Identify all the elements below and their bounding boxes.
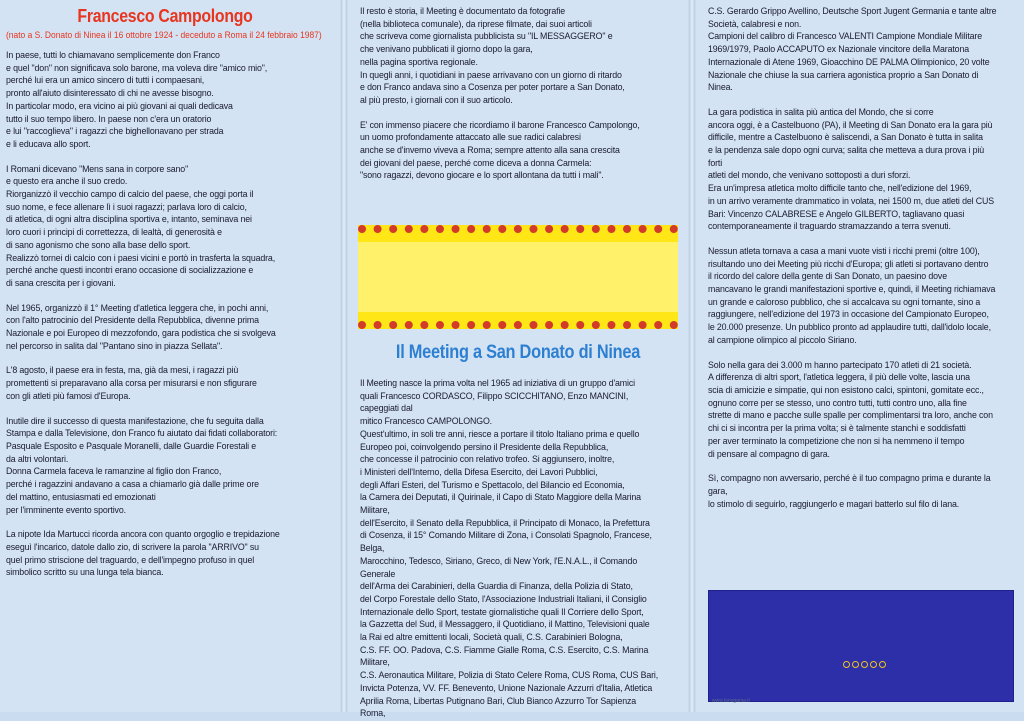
page-title: Francesco Campolongo <box>77 6 253 26</box>
paragraph: Il resto è storia, il Meeting è documentato da fotografie (nella biblioteca comunale), da riprese filmate, dai suoi articoli che scriveva come giornalista pubblicista su "IL MESSAGGERO" e che venivano pubblicati il giorno dopo la gara, nella pagina sportiva regionale. In quegli anni, i quotidiani in paese arrivavano con un giorno di ritardo e don Franco andava sino a Cosenza per poter portare a San Donato, al più presto, i giornali con il suo articolo. <box>360 6 625 106</box>
paragraph: In paese, tutti lo chiamavano semplicemente don Franco e quel "don" non significava solo barone, ma voleva dire "amico mio", perché lui era un amico sincero di tutti i compaesani, pronto all'aiuto disinteressato di chi ne avesse bisogno. In particolar modo, era vicino ai più giovani ai quali dedicava tutto il suo tempo libero. In paese non c'era un oratorio e lui "raccoglieva" i ragazzi che bighellonavano per strada e li educava allo sport. <box>6 50 268 150</box>
paragraph: C.S. Gerardo Grippo Avellino, Deutsche Sport Jugent Germania e tante altre Società, calabresi e non. Campioni del calibro di Francesco VALENTI Campione Mondiale Militare 1969/1979, Paolo ACCAPUTO ex Nazionale vincitore della Maratona Internazionale di Atene 1969, Gioacchino DE PALMA Olimpionico, 20 volte Nazionale che chiuse la sua carriera agonistica proprio a San Donato di Ninea. <box>708 6 997 94</box>
olympic-rings-icon <box>843 661 886 668</box>
ring-icon <box>852 661 859 668</box>
paragraph: Sì, compagno non avversario, perché è il tuo compagno prima e durante la gara, lo stimolo di seguirlo, raggiungerlo e magari batterlo sul filo di lana. <box>708 473 991 510</box>
ring-icon <box>843 661 850 668</box>
paragraph: I Romani dicevano "Mens sana in corpore sano" e questo era anche il suo credo. Riorganizzò il vecchio campo di calcio del paese, che oggi porta il suo nome, e fece allenare lì i suoi ragazzi; parlava loro di calcio, di atletica, di ogni altra disciplina sportiva e, intanto, seminava nei loro cuori i principi di correttezza, di lealtà, di generosità e di sano agonismo che sono alla base dello sport. Realizzò tornei di calcio con i paesi vicini e portò in trasferta la squadra, perché anche questi incontri erano occasione di socializzazione e di sana crescita per i giovani. <box>6 163 276 289</box>
banner-inner <box>358 242 678 312</box>
panel-left <box>0 0 340 712</box>
page-subtitle: (nato a S. Donato di Ninea il 16 ottobre 1924 - deceduto a Roma il 24 febbraio 1987) <box>6 29 322 40</box>
paragraph: Nessun atleta tornava a casa a mani vuote visti i ricchi premi (oltre 100), risultando uno dei Meeting più ricchi d'Europa; gli atleti si portavano dentro il ricordo del calore della gente di San Donato, un paesino dove mancavano le grandi manifestazioni sportive e, quindi, il Meeting richiamava un grande e caloroso pubblico, che si accalcava su ogni tornante, sino a raggiungere, nell'edizione del 1973 in occasione del Campionato Europeo, le 20.000 presenze. Un pubblico pronto ad applaudire tutti, dall'idolo locale, al campione olimpico al piccolo Siriano. <box>708 245 996 346</box>
paragraph: E' con immenso piacere che ricordiamo il barone Francesco Campolongo, un uomo profondamente attaccato alle sue radici calabresi anche se d'inverno viveva a Roma; sempre attento alla sana crescita dei giovani del paese, perché come diceva a donna Carmela: "sono ragazzi, devono giocare e lo sport allontana da tutti i mali". <box>360 119 640 182</box>
ring-icon <box>861 661 868 668</box>
yellow-banner <box>358 225 678 329</box>
ring-icon <box>879 661 886 668</box>
ring-icon <box>870 661 877 668</box>
paragraph: L'8 agosto, il paese era in festa, ma, già da mesi, i ragazzi più promettenti si preparavano alla corsa per misurarsi e non sfigurare con gli atleti più famosi d'Europa. <box>6 365 257 402</box>
blue-image-box <box>708 590 1014 702</box>
paragraph: La nipote Ida Martucci ricorda ancora con quanto orgoglio e trepidazione eseguì l'incarico, datole dallo zio, di scrivere la parola "ARRIVO" su quel primo striscione del traguardo, e dell'impegno profuso in quel simbolico scritto su una lunga tela bianca. <box>6 529 280 579</box>
section-paragraph: Il Meeting nasce la prima volta nel 1965 ad iniziativa di un gruppo d'amici quali Francesco CORDASCO, Filippo SCICCHITANO, Enzo MANCINI, capeggiati dal mitico Francesco CAMPOLONGO. Quest'ultimo, in soli tre anni, riesce a portare il titolo Italiano prima e quello Europeo poi, coinvolgendo persino il Presidente della Repubblica, che concesse il patrocinio con relativo trofeo. Si aggiunsero, inoltre, i Ministeri dell'Interno, della Difesa Esercito, dei Lavori Pubblici, degli Affari Esteri, del Turismo e Spettacolo, del Bilancio ed Economia, la Camera dei Deputati, il Quirinale, il Capo di Stato Maggiore della Marina Militare, dell'Esercito, il Senato della Repubblica, il Principato di Monaco, la Prefettura di Cosenza, il 15° Comando Militare di Zona, i Consolati Spagnolo, Francese, Belga, Marocchino, Tedesco, Siriano, Greco, di New York, l'E.N.A.L., il Comando Generale dell'Arma dei Carabinieri, della Guardia di Finanza, della Polizia di Stato, del Corpo Forestale dello Stato, l'Associazione Industriali Italiani, il Consiglio Internazionale dello Sport, testate giornalistiche quali Il Corriere dello Sport, la Gazzetta del Sud, il Messaggero, il Quotidiano, il Mattino, Televisioni quale la Rai ed altre emittenti locali, Società quali, C.S. Carabinieri Bologna, C.S. FF. OO. Padova, C.S. Fiamme Gialle Roma, C.S. Esercito, C.S. Marina Militare, C.S. Aeronautica Militare, Polizia di Stato Celere Roma, CUS Roma, CUS Bari, Invicta Potenza, VV. FF. Benevento, Unione Nazionale Azzurri d'Italia, Atletica Aprilia Roma, Libertas Putignano Bari, Club Bianco Azzurro Tor Sapienza Roma, <box>360 378 659 720</box>
paragraph: Solo nella gara dei 3.000 m hanno partecipato 170 atleti di 21 società. A differenza di altri sport, l'atletica leggera, il più delle volte, lascia una scia di amicizie e simpatie, qui non esistono calci, spintoni, gomitate ecc., ognuno corre per se stesso, uno contro tutti, tutti contro uno, alla fine strette di mano e pacche sulle spalle per complimentarsi tra loro, anche con chi ci si incontra per la prima volta; si è talmente stanchi e soddisfatti per aver terminato la competizione che non si ha nemmeno il tempo di pensare al compagno di gara. <box>708 359 993 460</box>
section-title: Il Meeting a San Donato di Ninea <box>395 342 641 363</box>
paragraph: La gara podistica in salita più antica del Mondo, che si corre ancora oggi, è a Castelbuono (PA), il Meeting di San Donato era la gara più difficile, mentre a Castelbuono è saliscendi, a San Donato è tutta in salita e la pendenza sale dopo ogni curva; salita che metteva a dura prova i più forti atleti del mondo, che venivano sottoposti a duri sforzi. Era un'impresa atletica molto difficile tanto che, nell'edizione del 1969, in un arrivo veramente drammatico in volata, nei 1500 m, due atleti del CUS Bari: Vincenzo CALABRESE e Angelo GILBERTO, tagliavano quasi contemporaneamente il traguardo stramazzando a terra svenuti. <box>708 106 994 233</box>
fold-line-right <box>689 0 695 712</box>
paragraph: Nel 1965, organizzò il 1° Meeting d'atletica leggera che, in pochi anni, con l'alto patrocinio del Presidente della Repubblica, divenne prima Nazionale e poi Europeo di mezzofondo, gara podistica che si svolgeva nel percorso in salita dal "Pantano sino in piazza Sellata". <box>6 302 276 352</box>
paragraph: Inutile dire il successo di questa manifestazione, che fu seguita dalla Stampa e dalla Televisione, don Franco fu aiutato dai fidati collaboratori: Pasquale Esposito e Pasquale Moranelli, dalle Guardie Forestali e da altri volontari. Donna Carmela faceva le ramanzine al figlio don Franco, perché i ragazzini andavano a casa a chiamarlo già dalle prime ore del mattino, entusiasmati ed emozionati per l'imminente evento sportivo. <box>6 415 278 516</box>
fold-line-left <box>341 0 347 712</box>
credit-text: www.lanogarsa.it <box>712 698 750 704</box>
